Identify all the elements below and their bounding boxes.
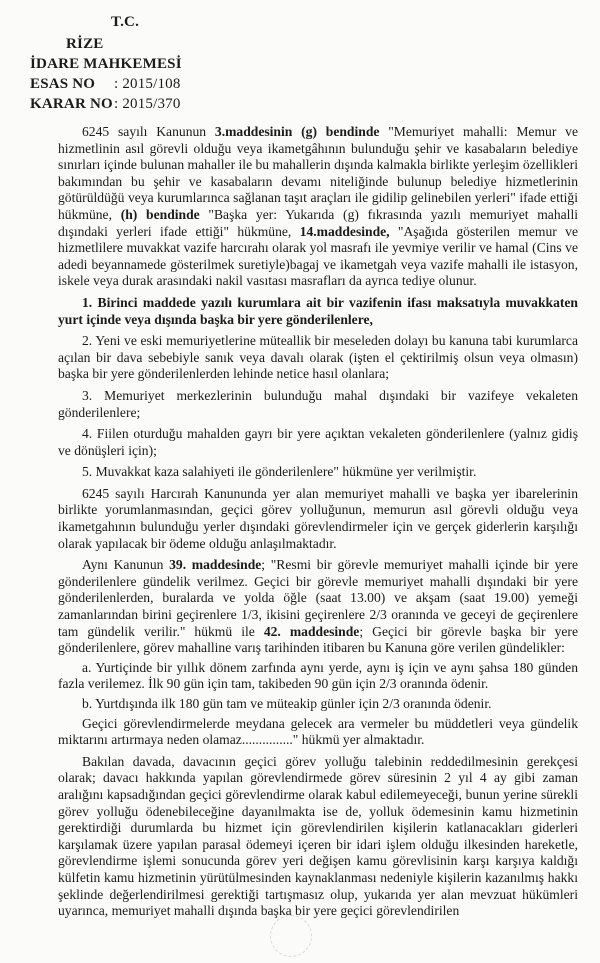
paragraph-case-analysis: Bakılan davada, davacının geçici görev yolluğu talebinin reddedilmesinin gerekçesi olarak; davacı hakkında yapılan görevlendirmede görev süresinin 2 yıl 4 ay gibi zaman aralığını kapsadığından geçici görevlendirme olarak kabul edilemeyeceği, bunun yerine sürekli görev yolluğu ödenebileceğine dayanılmakta ise de, yolluk ödemesinin kamu hizmetinin gerektirdiği durumlarda bu hizmet için görevlendirilen kişilerin katlanacakları giderleri karşılamak üzere yapılan parasal ödemeyi içeren bir idari işlem olduğu ilkesinden hareketle, görevlendirme işlemi sonucunda görev yeri değişen kamu görevlisinin karşı karşıya kaldığı külfetin kamu hizmetinin yürütülmesinden kaynaklanması nedeniyle kişilerin kazanılmış hakkı şeklinde değerlendirilmesi gerektiği tartışmasız olup, yukarıda yer alan mevzuat hükümleri uyarınca, memuriyet mahalli dışında başka bir yere geçici görevlendirilen	[58, 753, 578, 919]
text-run: "Memuriyet mahalli: Memur ve hizmetlinin asıl görevli olduğu veya ikametgâhının bulunduğu şehir ve kasabaların belediye sınırları içinde bulunan mahaller ile bu mahallerin dışında kalmakla birlikte yerleşim özellikleri bakımından bu şehir ve kasabaların devamı niteliğinde bulunup belediye hizmetlerinin götürüldüğü veya kurumlarınca sağlanan taşıt araçları ile gidilip gelinebilen yerleri" ifade ettiği hükmüne,	[58, 124, 578, 222]
list-item-4: 4. Fiilen oturduğu mahalden gayrı bir yere açıktan vekaleten gönderilenlere (yalnız gidiş ve dönüşleri için);	[58, 426, 578, 458]
document-body	[58, 124, 578, 925]
karar-no-row	[30, 96, 181, 113]
paragraph-breaks: Geçici görevlendirmelerde meydana gelecek ara vermeler bu müddetleri veya gündelik miktarını artırmaya neden olamaz..............." hükmü yer almaktadır.	[58, 715, 578, 748]
karar-no-label: KARAR NO	[30, 96, 113, 112]
header-tc: T.C.	[111, 14, 140, 30]
article-ref: 14.maddesinde,	[299, 223, 390, 239]
article-ref: 3.maddesinin (g) bendinde	[214, 124, 380, 139]
header-city: RİZE	[66, 36, 104, 52]
text-run: "Başka yer: Yukarıda (g) fıkrasında yazılı memuriyet mahalli dışındaki yerleri ifade ettiği" hükmüne,	[58, 206, 578, 239]
text-run: "Aşağıda gösterilen memur ve hizmetlilere muvakkat vazife harcırahı olarak yol masrafı ile yevmiye verilir ve hamal (Cins ve adedi beyannamede gösterilmek suretiyle)bagaj ve ikametgah veya vazife mahalli ile istasyon, iskele veya durak arasındaki nakil vasıtası masrafları da ayrıca tediye olunur.	[58, 223, 578, 289]
paragraph-article-39-42	[58, 557, 578, 657]
text-run: ; "Resmi bir görevle memuriyet mahalli içinde bir yere gönderilenlere gündelik verilmez. Geçici bir görevle memuriyet mahalli dışındaki bir yere gönderilenlerden, buralarda ve yolda öğle (saat 13.00) ve akşam (saat 19.00) yemeği zamanlarından birini geçirenlere 1/3, ikisini geçirenlere 2/3 oranında ve geceyi de geçirenlere tam gündelik verilir." hükmü ile	[58, 557, 578, 639]
sub-item-b: b. Yurtdışında ilk 180 gün tam ve müteakip günler için 2/3 oranında ödenir.	[82, 696, 492, 711]
esas-no-label: ESAS NO	[30, 76, 96, 92]
karar-no-value: : 2015/370	[114, 96, 181, 112]
article-ref: 42. maddesinde	[263, 623, 360, 639]
list-item-5: 5. Muvakkat kaza salahiyeti ile gönderilenlere" hükmüne yer verilmiştir.	[82, 464, 477, 480]
paragraph-interpretation: 6245 sayılı Harcırah Kanununda yer alan memuriyet mahalli ve başka yer ibarelerinin birlikte yorumlanmasından, geçici görev yolluğunun, memurun asıl görevli olduğu veya ikametgahının bulunduğu yerler dışındaki görevlendirmeler için ve gerçek giderlerin karşılığı olarak yapılacak bir ödeme olduğu anlaşılmaktadır.	[58, 485, 578, 551]
sub-item-a: a. Yurtiçinde bir yıllık dönem zarfında aynı yerde, aynı iş için ve aynı şahsa 180 günden fazla verilemez. İlk 90 gün için tam, takibeden 90 gün için 2/3 oranında ödenir.	[58, 659, 578, 692]
list-item-1: 1. Birinci maddede yazılı kurumlara ait bir vazifenin ifası maksatıyla muvakkaten yurt içinde veya dışında başka bir yere gönderilenlere,	[58, 294, 578, 327]
esas-no-value: : 2015/108	[114, 76, 181, 92]
article-ref: 39. maddesinde	[169, 557, 262, 573]
text-run: 6245 sayılı Kanunun	[82, 124, 215, 139]
text-run: Aynı Kanunun	[82, 557, 170, 573]
list-item-2: 2. Yeni ve eski memuriyetlerine müteallik bir meseleden dolayı bu kanuna tabi kurumlarca açılan bir dava sebebiyle sanık veya davalı olarak (işten el çektirilmiş olsun veya olmasın) başka bir yere gönderilenlerden lehinde netice hasıl olanlara;	[58, 333, 578, 382]
faded-stamp	[270, 915, 312, 957]
paragraph-law-articles	[58, 124, 578, 290]
esas-no-row	[30, 76, 181, 93]
header-court: İDARE MAHKEMESİ	[30, 56, 182, 72]
article-ref: (h) bendinde	[120, 206, 200, 222]
list-item-3: 3. Memuriyet merkezlerinin bulunduğu mahal dışındaki bir vazifeye vekaleten gönderilenlere;	[58, 387, 578, 420]
text-run: ; Geçici bir görevle başka bir yere gönderilenlere, görev mahalline varış tarihinden itibaren bu Kanuna göre verilen gündelikler:	[58, 623, 578, 656]
